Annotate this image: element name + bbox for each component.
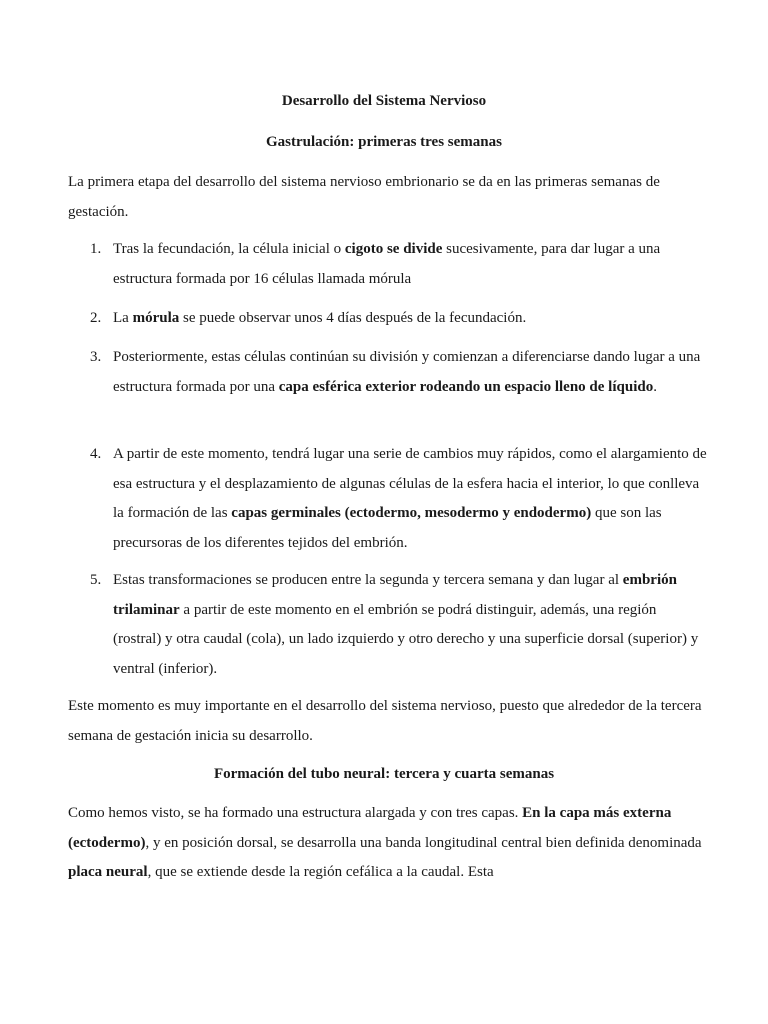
list-number: 5. — [90, 572, 102, 588]
list-item-text: La mórula se puede observar unos 4 días después de la fecundación. — [113, 310, 527, 326]
section-heading-gastrulacion: Gastrulación: primeras tres semanas — [266, 134, 502, 150]
section-heading-tubo-neural: Formación del tubo neural: tercera y cuarta semanas — [213, 766, 555, 782]
list-item-text: Tras la fecundación, la célula inicial o cigoto se divide sucesivamente, para dar lugar a una estructura formada por 16 células llamada mórula — [113, 241, 661, 287]
closing-paragraph: Este momento es muy importante en el desarrollo del sistema nervioso, puesto que alrededor de la tercera semana de gestación inicia su desarrollo. — [68, 698, 702, 744]
list-item-text: A partir de este momento, tendrá lugar una serie de cambios muy rápidos, como el alargamiento de esa estructura y el desplazamiento de algunas células de la esfera hacia el interior, lo que conlleva la formación de las capas germinales (ectodermo, mesodermo y endodermo) que son las precursoras de los diferentes tejidos del embrión. — [113, 446, 707, 551]
intro-paragraph: La primera etapa del desarrollo del sistema nervioso embrionario se da en las primeras semanas de gestación. — [68, 174, 660, 220]
list-number: 1. — [90, 241, 102, 257]
list-number: 2. — [90, 310, 102, 326]
list-item-text: Estas transformaciones se producen entre la segunda y tercera semana y dan lugar al embrión trilaminar a partir de este momento en el embrión se podrá distinguir, además, una región (rostral) y otra caudal (cola), un lado izquierdo y otro derecho y una superficie dorsal (superior) y ventral (inferior). — [113, 572, 699, 677]
section2-paragraph: Como hemos visto, se ha formado una estructura alargada y con tres capas. En la capa más externa (ectodermo), y en posición dorsal, se desarrolla una banda longitudinal central bien definida denominada placa neural, que se extiende desde la región cefálica a la caudal. Esta — [68, 805, 702, 880]
list-item-text: Posteriormente, estas células continúan su división y comienzan a diferenciarse dando lugar a una estructura formada por una capa esférica exterior rodeando un espacio lleno de líquido. — [113, 349, 701, 395]
document-title: Desarrollo del Sistema Nervioso — [281, 93, 487, 109]
list-number: 3. — [90, 349, 102, 365]
list-number: 4. — [90, 446, 102, 462]
